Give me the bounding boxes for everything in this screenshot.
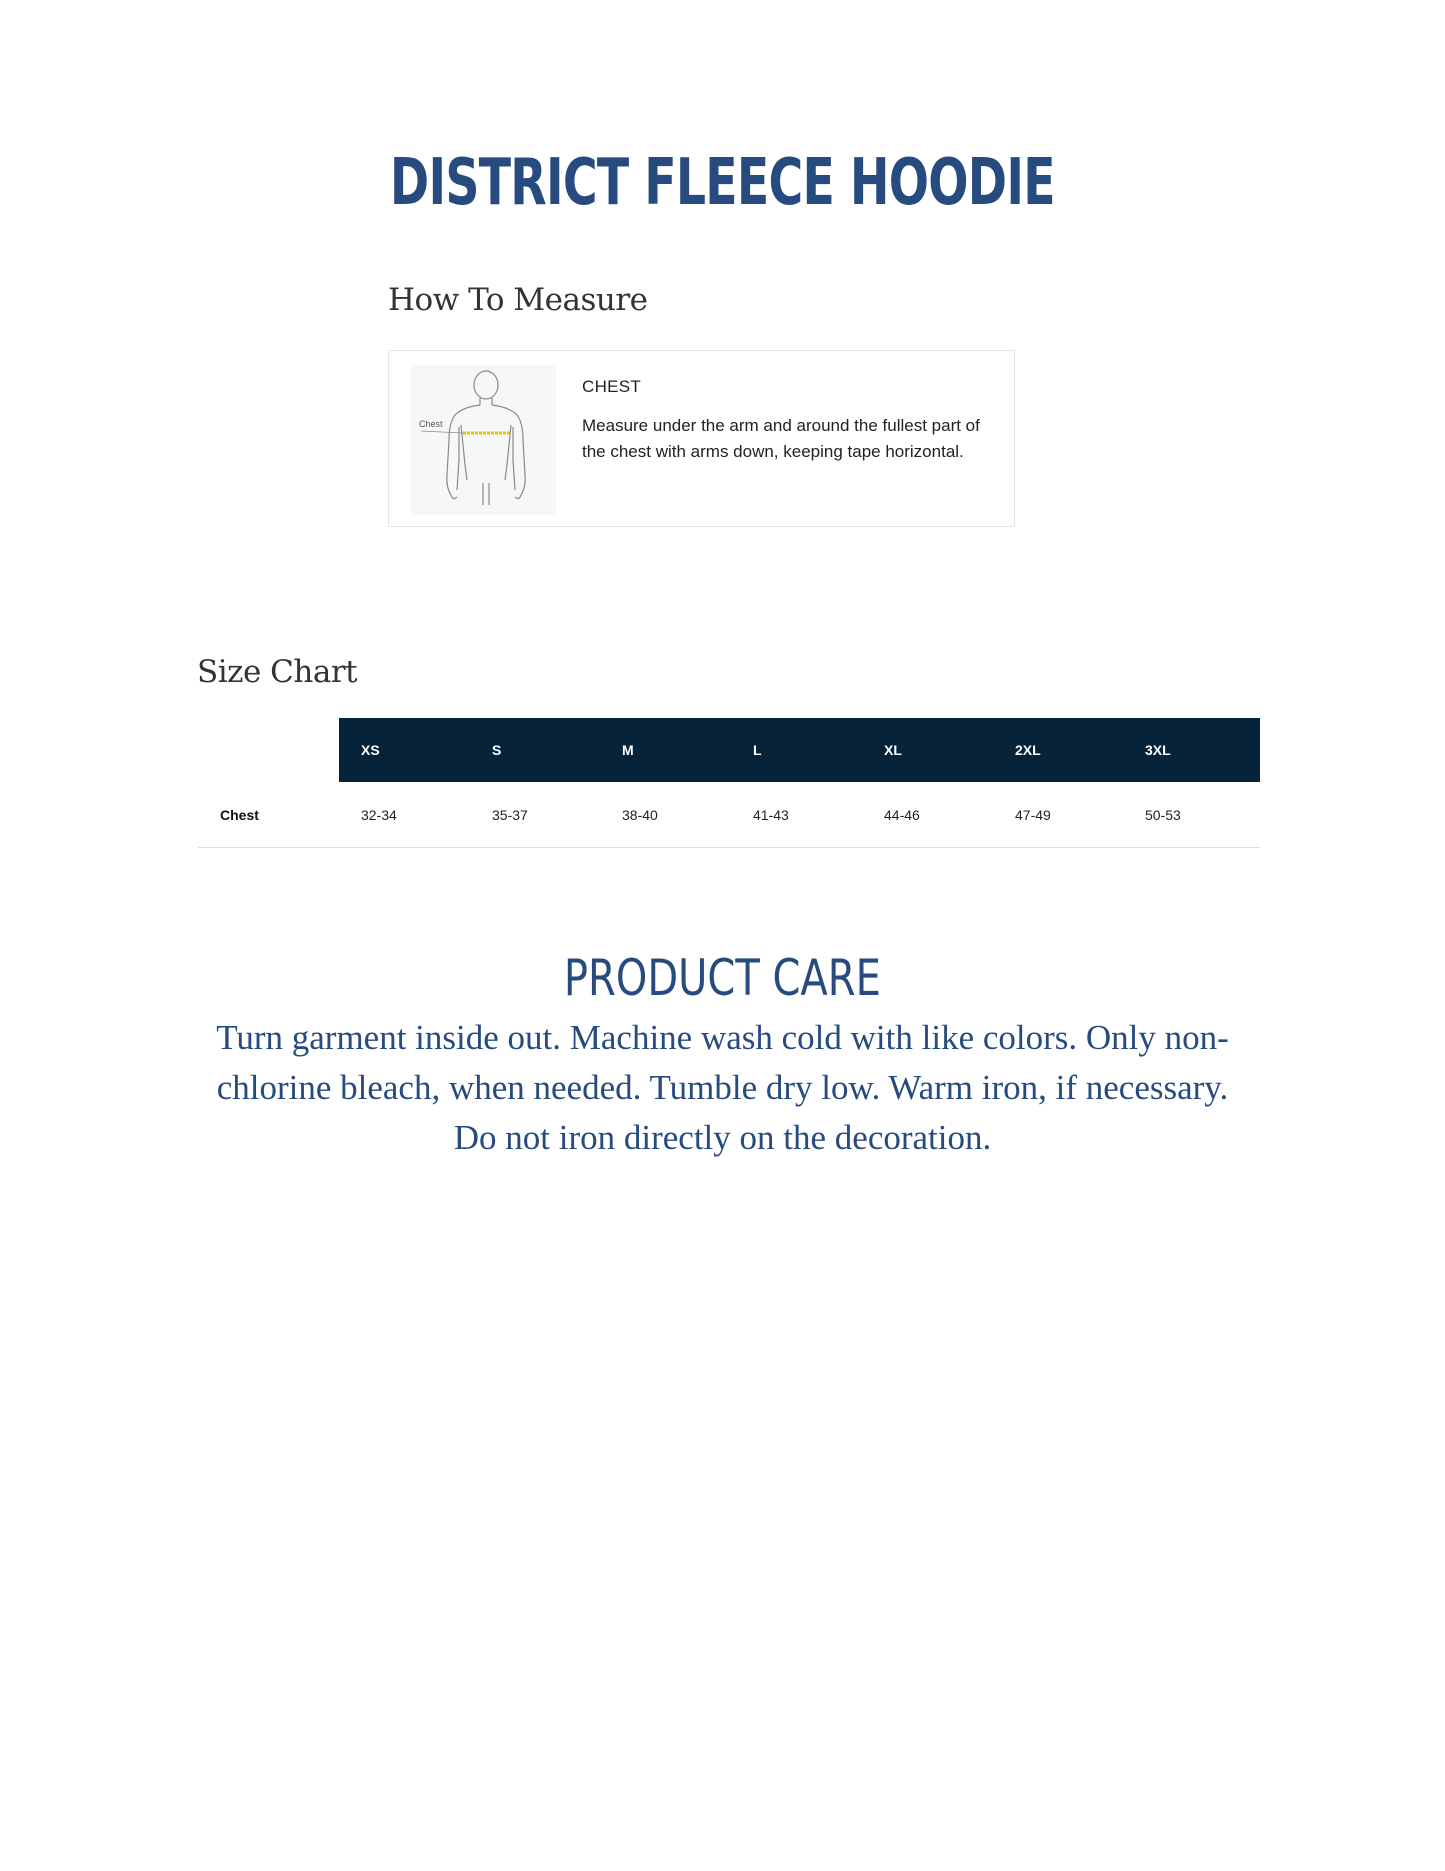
- size-header-row: [198, 718, 1260, 782]
- table-cell: 47-49: [993, 782, 1123, 848]
- table-row: [198, 782, 1260, 848]
- size-header-s: S: [470, 718, 600, 782]
- size-chart-table: [198, 718, 1260, 848]
- row-label-chest: Chest: [198, 782, 339, 848]
- how-to-measure-heading: How To Measure: [388, 282, 648, 318]
- size-header-m: M: [600, 718, 731, 782]
- header-blank-cell: [198, 718, 339, 782]
- measure-item-title: CHEST: [582, 377, 642, 396]
- body-outline-icon: [411, 365, 556, 515]
- measure-item-text: Measure under the arm and around the fullest part of the chest with arms down, keeping tape horizontal.: [582, 416, 980, 461]
- table-cell: 38-40: [600, 782, 731, 848]
- table-cell: 44-46: [862, 782, 993, 848]
- product-care-text: Turn garment inside out. Machine wash cold with like colors. Only non-chlorine bleach, when needed. Tumble dry low. Warm iron, if necessary. Do not iron directly on the decoration.: [216, 1018, 1229, 1157]
- chest-measure-figure: [411, 365, 556, 515]
- size-header-xs: XS: [339, 718, 470, 782]
- size-header-xl: XL: [862, 718, 993, 782]
- size-header-2xl: 2XL: [993, 718, 1123, 782]
- table-cell: 35-37: [470, 782, 600, 848]
- measure-card-chest: [388, 350, 1015, 527]
- size-header-l: L: [731, 718, 862, 782]
- product-care-heading: PRODUCT CARE: [563, 949, 881, 1007]
- chest-figure-label: Chest: [419, 419, 443, 429]
- size-header-3xl: 3XL: [1123, 718, 1260, 782]
- table-cell: 32-34: [339, 782, 470, 848]
- table-cell: 50-53: [1123, 782, 1260, 848]
- table-cell: 41-43: [731, 782, 862, 848]
- page-title: DISTRICT FLEECE HOODIE: [389, 146, 1055, 220]
- size-chart-heading: Size Chart: [197, 654, 358, 690]
